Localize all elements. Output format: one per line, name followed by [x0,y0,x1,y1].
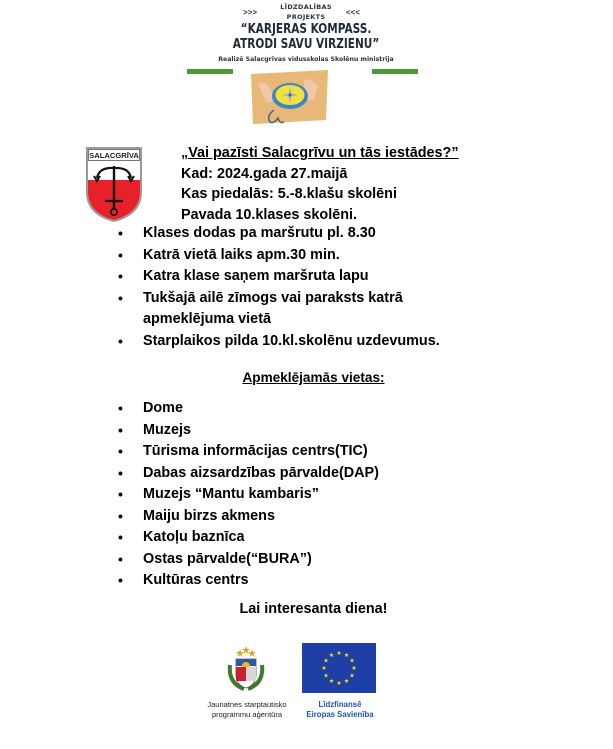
list-item: • Klases dodas pa maršrutu pl. 8.30 [118,223,498,245]
list-item: • Muzejs “Mantu kambaris” [118,484,498,506]
banner-subtitle: Realizē Salacgrīvas vidusskolas Skolēnu ministrija [218,56,394,63]
crest-label: SALACGRĪVA [89,151,139,161]
event-escort: Pavada 10.klases skolēni. [181,206,358,223]
banner-participation-label: LĪDZDALĪBAS [280,3,332,11]
eu-cofinanced-label [300,700,380,720]
list-item: • Dome [118,398,498,420]
banner-title-line2: ATRODI SAVU VIRZIENU” [232,36,380,52]
agency-name [206,700,288,720]
list-item: • Katrā vietā laiks apm.30 min. [118,245,498,267]
event-intro [181,143,459,225]
salacgriva-crest-logo [85,146,143,222]
rules-list [118,223,498,352]
list-item: • Ostas pārvalde(“BURA”) [118,549,498,571]
list-item: • Tukšajā ailē zīmogs vai paraksts katrā apmeklējuma vietā [118,288,443,331]
banner-title-line1: “KARJERAS KOMPASS. [240,21,372,37]
event-participants: Kas piedalās: 5.-8.klašu skolēni [181,186,397,202]
list-item: • Muzejs [118,420,498,442]
compass-photo [248,70,330,126]
eu-label-line2: Eiropas Savienība [306,710,374,719]
chevrons-left-icon: <<< [346,8,361,17]
agency-name-line2: programmu aģentūra [211,710,283,719]
event-date: Kad: 2024.gada 27.maijā [181,165,348,182]
list-item: • Katra klase saņem maršruta lapu [118,266,498,288]
list-item: • Dabas aizsardzības pārvalde(DAP) [118,463,498,485]
list-item: • Katoļu baznīca [118,527,498,549]
places-heading: Apmeklējamās vietas: [242,370,385,385]
latvia-coat-of-arms-logo [226,645,266,693]
places-list [118,398,498,592]
eu-flag-logo [302,643,376,693]
list-item: • Tūrisma informācijas centrs(TIC) [118,441,498,463]
agency-name-line1: Jaunatnes starptautisko [207,700,287,709]
list-item: • Maiju birzs akmens [118,506,498,528]
banner-divider-left [187,69,233,74]
eu-label-line1: Līdzfinansē [318,700,362,709]
event-title: „Vai pazīsti Salacgrīvu un tās iestādes?” [181,145,459,161]
list-item: • Kultūras centrs [118,570,498,592]
banner-divider-right [372,69,418,74]
list-item: • Starplaikos pilda 10.kl.skolēnu uzdevumus. [118,331,498,353]
banner-project-label: PROJEKTS [286,13,326,21]
closing-message: Lai interesanta diena! [239,601,388,617]
project-banner [186,0,426,128]
chevrons-right-icon: >>> [243,8,258,17]
